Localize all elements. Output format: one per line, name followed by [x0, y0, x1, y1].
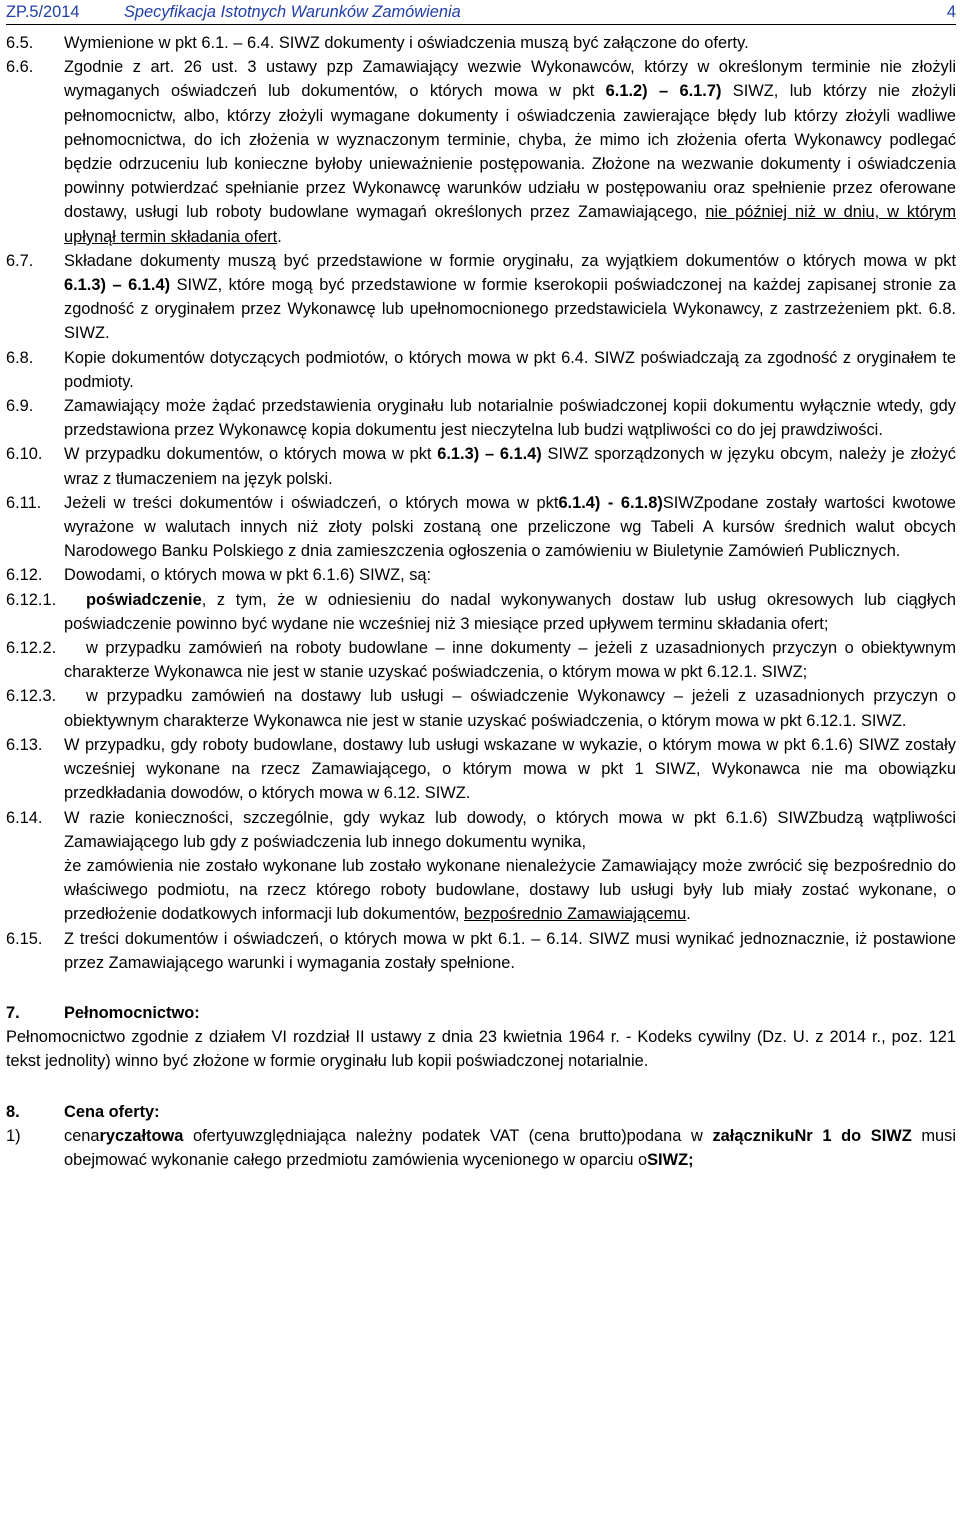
paragraph-text: Kopie dokumentów dotyczących podmiotów, o których mowa w pkt 6.4. SIWZ poświadczają za zgodność z oryginałem te podmioty. [64, 348, 956, 391]
document-title: Specyfikacja Istotnych Warunków Zamówienia [124, 3, 461, 21]
text-run: Jeżeli w treści dokumentów i oświadczeń, o których mowa w pkt [64, 493, 559, 512]
spacer [6, 1074, 956, 1100]
paragraph-6-12 [6, 563, 956, 587]
paragraph-number: 6.5. [6, 34, 34, 52]
page-header [6, 0, 956, 22]
paragraph-text [64, 806, 956, 927]
text-run: SIWZpodane zostały wartości kwotowe wyrażone w walutach innych niż złoty polski zostaną one przeliczone wg Tabeli A kursów średnich walut obcych Narodowego Banku Polskiego z dnia zamieszczenia ogłoszenia o zamówieniu w Biuletynie Zamówień Publicznych. [64, 493, 956, 561]
section-title: Pełnomocnictwo: [64, 1003, 200, 1022]
text-run: SIWZ, lub którzy nie złożyli pełnomocnictw, albo, którzy złożyli wymagane dokumenty i oświadczenia zawierające błędy lub którzy złożyli wadliwe pełnomocnictwa, do ich złożenia w wyznaczonym terminie, chyba, że mimo ich złożenia oferta Wykonawcy podlegać będzie odrzuceniu lub konieczne byłoby unieważnienie postępowania. [64, 82, 956, 174]
section-8-heading [6, 1100, 956, 1124]
text-run: cena [64, 1126, 100, 1145]
bold-ref: 6.1.4) - 6.1.8) [558, 493, 663, 512]
text-run: Zgodnie z art. 26 ust. 3 ustawy pzp Zamawiający wezwie Wykonawców, którzy w określonym terminie nie złożyli wymaganych oświadczeń lub dokumentów, o których mowa w pkt [64, 58, 956, 101]
paragraph-number: 6.9. [6, 397, 34, 416]
paragraph-text: Dowodami, o których mowa w pkt 6.1.6) SIWZ, są: [64, 566, 432, 585]
paragraph-6-6 [6, 55, 956, 249]
text-run: W przypadku dokumentów, o których mowa w pkt [64, 445, 438, 464]
page-number: 4 [946, 3, 956, 21]
text-run: Składane dokumenty muszą być przedstawione w formie oryginału, za wyjątkiem dokumentów o których mowa w pkt [64, 251, 956, 270]
section-number: 8. [6, 1102, 20, 1121]
paragraph-text: Zamawiający może żądać przedstawienia oryginału lub notarialnie poświadczonej kopii dokumentu wyłącznie wtedy, gdy przedstawiona przez Wykonawcę kopia dokumentu jest nieczytelna lub budzi wątpliwości co do jej prawdziwości. [64, 397, 956, 440]
paragraph-number: 6.14. [6, 808, 43, 827]
bold-term: ryczałtowa [99, 1126, 184, 1145]
bold-ref: 6.1.3) – 6.1.4) [437, 445, 542, 464]
paragraph-number: 6.11. [6, 493, 42, 512]
text-run: ofertyuwzględniająca należny podatek VAT (cena brutto)podana w [183, 1126, 713, 1145]
paragraph-number: 6.8. [6, 348, 34, 367]
paragraph-text [64, 442, 956, 490]
paragraph-number: 6.15. [6, 929, 43, 948]
bold-term: poświadczenie [86, 590, 202, 609]
paragraph-text: Wymienione w pkt 6.1. – 6.4. SIWZ dokumenty i oświadczenia muszą być załączone do oferty. [64, 34, 749, 52]
paragraph-number: 6.6. [6, 58, 34, 77]
section-8-item-1 [6, 1124, 956, 1172]
paragraph-6-11 [6, 491, 956, 564]
paragraph-text: Z treści dokumentów i oświadczeń, o których mowa w pkt 6.1. – 6.14. SIWZ musi wynikać jednoznacznie, iż postawione przez Zamawiającego warunki i wymagania zostały spełnione. [64, 929, 956, 972]
paragraph-text [64, 249, 956, 346]
text-run: SIWZ, które mogą być przedstawione w formie kserokopii poświadczonej na każdej zapisanej stronie za zgodność z oryginałem przez Wykonawcę lub upełnomocnionego przedstawiciela Wykonawcy, z zastrzeżeniem pkt. 6.8. SIWZ. [64, 276, 956, 343]
paragraph-text [64, 55, 956, 249]
paragraph-6-9 [6, 394, 956, 442]
section-7-text: Pełnomocnictwo zgodnie z działem VI rozdział II ustawy z dnia 23 kwietnia 1964 r. - Kodeks cywilny (Dz. U. z 2014 r., poz. 121 tekst jednolity) winno być złożone w formie oryginału lub kopii poświadczonej notarialnie. [6, 1028, 956, 1071]
paragraph-number: 6.12. [6, 566, 43, 585]
paragraph-6-14 [6, 806, 956, 927]
underlined-deadline: nie później niż w dniu, w którym upłynął termin składania ofert [64, 203, 956, 246]
text-run: W razie konieczności, szczególnie, gdy wykaz lub dowody, o których mowa w pkt 6.1.6) SIWZbudzą wątpliwości Zamawiającego lub gdy z poświadczenia lub innego dokumentu wynika, [64, 808, 956, 851]
paragraph-6-10 [6, 442, 956, 490]
paragraph-text: W przypadku, gdy roboty budowlane, dostawy lub usługi wskazane w wykazie, o którym mowa w pkt 6.1.6) SIWZ zostały wcześniej wykonane na rzecz Zamawiającego, o którym mowa w pkt 1 SIWZ, Wykonawca nie ma obowiązku przedkładania dowodów, o których mowa w 6.12. SIWZ. [64, 735, 956, 803]
text-run: SIWZ sporządzonych w języku obcym, należy je złożyć wraz z tłumaczeniem na język polski. [64, 445, 956, 488]
paragraph-6-7 [6, 249, 956, 346]
paragraph-number: 6.12.2. [6, 639, 57, 658]
paragraph-text: w przypadku zamówień na dostawy lub usługi – oświadczenie Wykonawcy – jeżeli z uzasadnionych przyczyn o obiektywnym charakterze Wykonawca nie jest w stanie uzyskać poświadczenia, o którym mowa w pkt 6.12.1. SIWZ. [64, 687, 956, 730]
text-run: . [277, 227, 282, 246]
text-run: , z tym, że w odniesieniu do nadal wykonywanych dostaw lub usług okresowych lub ciągłych poświadczenie powinno być wydane nie wcześniej niż 3 miesiące przed upływem terminu składania ofert; [64, 590, 956, 633]
paragraph-6-15 [6, 927, 956, 975]
text-run: że zamówienia nie zostało wykonane lub zostało wykonane nienależycie Zamawiający może zwrócić się bezpośrednio do właściwego podmiotu, na rzecz którego roboty budowlane, dostawy lub usługi były lub miały zostać wykonane, o przedłożenie dodatkowych informacji lub dokumentów, [64, 856, 956, 924]
text-run: musi obejmować wykonanie całego przedmiotu zamówienia wycenionego w oparciu o [64, 1126, 956, 1169]
text-run: Złożone na wezwanie dokumenty i oświadczenia powinny potwierdzać spełnianie przez Wykonawcę warunków udziału w postępowaniu oraz spełnienie przez oferowane dostawy, usługi lub roboty budowlane wymagań określonych przez Zamawiającego, [64, 155, 956, 222]
paragraph-6-5 [6, 31, 956, 55]
paragraph-6-12-2 [6, 636, 956, 684]
paragraph-number: 6.7. [6, 251, 34, 270]
paragraph-number: 6.10. [6, 445, 43, 464]
paragraph-6-13 [6, 733, 956, 806]
underlined-recipient: bezpośrednio Zamawiającemu [463, 905, 687, 924]
paragraph-number: 6.13. [6, 735, 43, 754]
paragraph-number: 6.12.3. [6, 687, 57, 706]
section-number: 7. [6, 1003, 20, 1022]
paragraph-6-8 [6, 346, 956, 394]
bold-ref: SIWZ; [647, 1150, 694, 1169]
list-marker: 1) [6, 1126, 21, 1145]
bold-ref: 6.1.3) – 6.1.4) [64, 276, 171, 295]
paragraph-6-12-3 [6, 684, 956, 732]
section-7-heading [6, 1001, 956, 1025]
paragraph-number: 6.12.1. [6, 590, 57, 609]
text-run: . [686, 905, 691, 924]
paragraph-text: w przypadku zamówień na roboty budowlane – inne dokumenty – jeżeli z uzasadnionych przyczyn o obiektywnym charakterze Wykonawca nie jest w stanie uzyskać poświadczenia, o którym mowa w pkt 6.12.1. SIWZ; [64, 639, 956, 682]
paragraph-6-12-1 [6, 588, 956, 636]
document-code: ZP.5/2014 [6, 3, 80, 21]
paragraph-text [64, 491, 956, 564]
list-item-text [64, 1124, 956, 1172]
bold-ref: 6.1.2) – 6.1.7) [605, 82, 722, 101]
section-title: Cena oferty: [64, 1102, 160, 1121]
bold-ref: załącznikuNr 1 do SIWZ [712, 1126, 912, 1145]
paragraph-text [64, 588, 956, 636]
spacer [6, 975, 956, 1001]
